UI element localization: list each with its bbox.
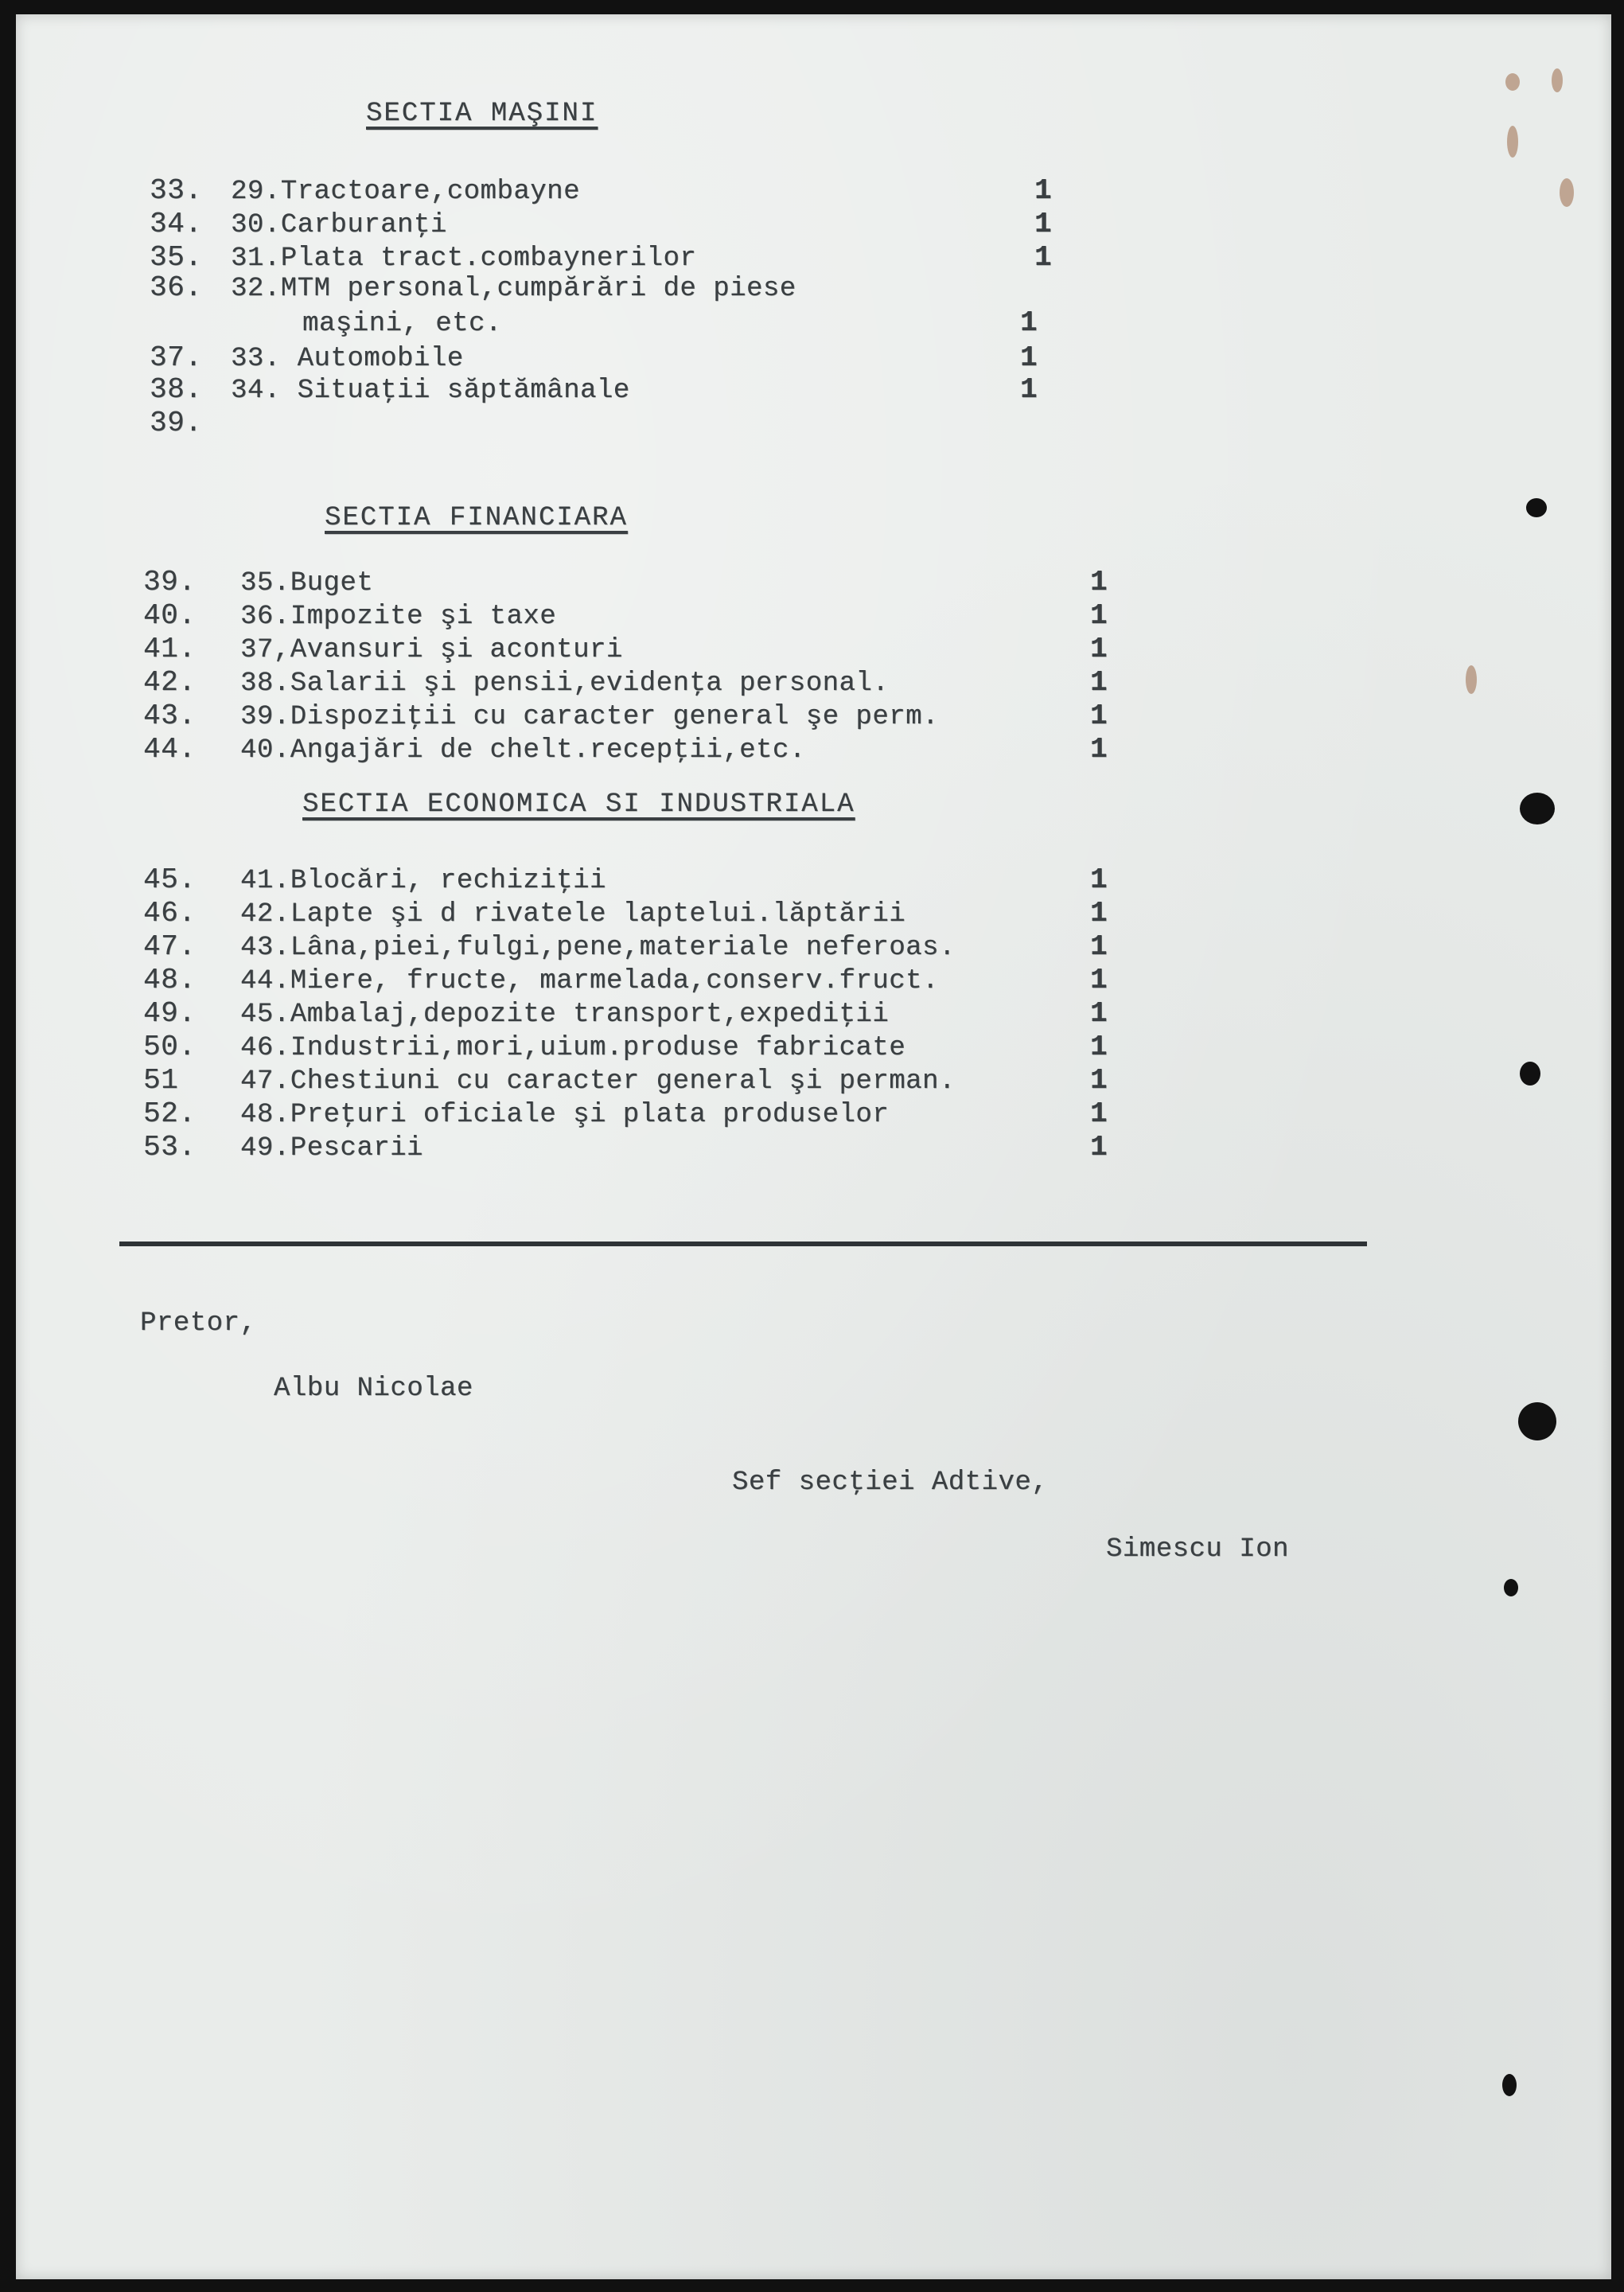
punch-hole [1504,1579,1518,1596]
row-count: 1 [1090,1131,1108,1164]
row-number: 39. [143,566,197,598]
stain [1552,68,1563,92]
row-count: 1 [1090,566,1108,598]
row-number: 33. [150,174,203,207]
row-number: 39. [150,407,203,439]
section-title-economica: SECTIA ECONOMICA SI INDUSTRIALA [302,789,855,820]
row-count: 1 [1090,1064,1108,1097]
row-label: 48.Preţuri oficiale şi plata produselor [240,1100,890,1130]
row-count: 1 [1020,373,1038,406]
section-title-financiara: SECTIA FINANCIARA [325,503,628,533]
row-count: 1 [1090,599,1108,632]
row-label: 45.Ambalaj,depozite transport,expediţii [240,1000,890,1030]
row-count: 1 [1090,1097,1108,1130]
row-count: 1 [1090,897,1108,930]
row-label: 36.Impozite şi taxe [240,602,557,632]
row-count: 1 [1020,306,1038,339]
row-label-continued: maşini, etc. [302,309,502,339]
pretor-name: Albu Nicolae [274,1374,473,1404]
row-label: 46.Industrii,mori,uium.produse fabricate [240,1033,906,1063]
row-count: 1 [1090,733,1108,766]
row-label: 33. Automobile [231,344,464,374]
row-label: 44.Miere, fructe, marmelada,conserv.fruct. [240,966,939,996]
sef-title: Sef secţiei Adtive, [732,1468,1049,1498]
row-label: 30.Carburanţi [231,210,447,240]
row-number: 36. [150,271,203,304]
row-label: 35.Buget [240,568,374,598]
row-number: 43. [143,700,197,732]
row-label: 39.Dispoziţii cu caracter general şe perm. [240,702,939,732]
punch-hole [1526,498,1547,517]
row-count: 1 [1090,633,1108,665]
sef-name: Simescu Ion [1106,1534,1289,1565]
row-count: 1 [1020,341,1038,374]
row-label: 40.Angajări de chelt.recepţii,etc. [240,735,806,766]
punch-hole [1518,1402,1556,1440]
row-count: 1 [1090,997,1108,1030]
row-label: 38.Salarii şi pensii,evidenţa personal. [240,668,890,699]
row-count: 1 [1090,863,1108,896]
row-number: 48. [143,964,197,996]
row-label: 37,Avansuri şi aconturi [240,635,623,665]
stain [1466,665,1477,694]
row-label: 31.Plata tract.combaynerilor [231,244,697,274]
row-count: 1 [1090,964,1108,996]
row-number: 53. [143,1131,197,1164]
row-number: 42. [143,666,197,699]
row-label: 43.Lâna,piei,fulgi,pene,materiale neferoas. [240,933,956,963]
pretor-title: Pretor, [140,1308,257,1339]
row-count: 1 [1090,700,1108,732]
row-number: 40. [143,599,197,632]
horizontal-rule [119,1242,1367,1246]
row-number: 45. [143,863,197,896]
row-label: 29.Tractoare,combayne [231,177,580,207]
row-number: 41. [143,633,197,665]
row-number: 47. [143,930,197,963]
document-page [16,14,1611,2279]
row-number: 44. [143,733,197,766]
stain [1507,126,1518,158]
row-number: 37. [150,341,203,374]
row-count: 1 [1034,208,1053,240]
row-label: 32.MTM personal,cumpărări de piese [231,274,796,304]
row-count: 1 [1034,241,1053,274]
row-label: 34. Situaţii săptămânale [231,376,630,406]
row-number: 52. [143,1097,197,1130]
row-number: 35. [150,241,203,274]
row-count: 1 [1034,174,1053,207]
row-label: 42.Lapte şi d rivatele laptelui.lăptării [240,899,906,930]
stain [1560,178,1574,207]
row-count: 1 [1090,666,1108,699]
row-label: 41.Blocări, rechiziţii [240,866,606,896]
stain [1505,73,1520,91]
row-label: 49.Pescarii [240,1133,423,1164]
punch-hole [1520,1062,1540,1086]
row-count: 1 [1090,1031,1108,1063]
row-number: 38. [150,373,203,406]
row-count: 1 [1090,930,1108,963]
row-number: 34. [150,208,203,240]
punch-hole [1502,2074,1517,2096]
row-label: 47.Chestiuni cu caracter general şi perman. [240,1066,956,1097]
row-number: 50. [143,1031,197,1063]
row-number: 51 [143,1064,179,1097]
row-number: 46. [143,897,197,930]
row-number: 49. [143,997,197,1030]
section-title-masini: SECTIA MAŞINI [366,99,598,129]
punch-hole [1520,793,1555,824]
